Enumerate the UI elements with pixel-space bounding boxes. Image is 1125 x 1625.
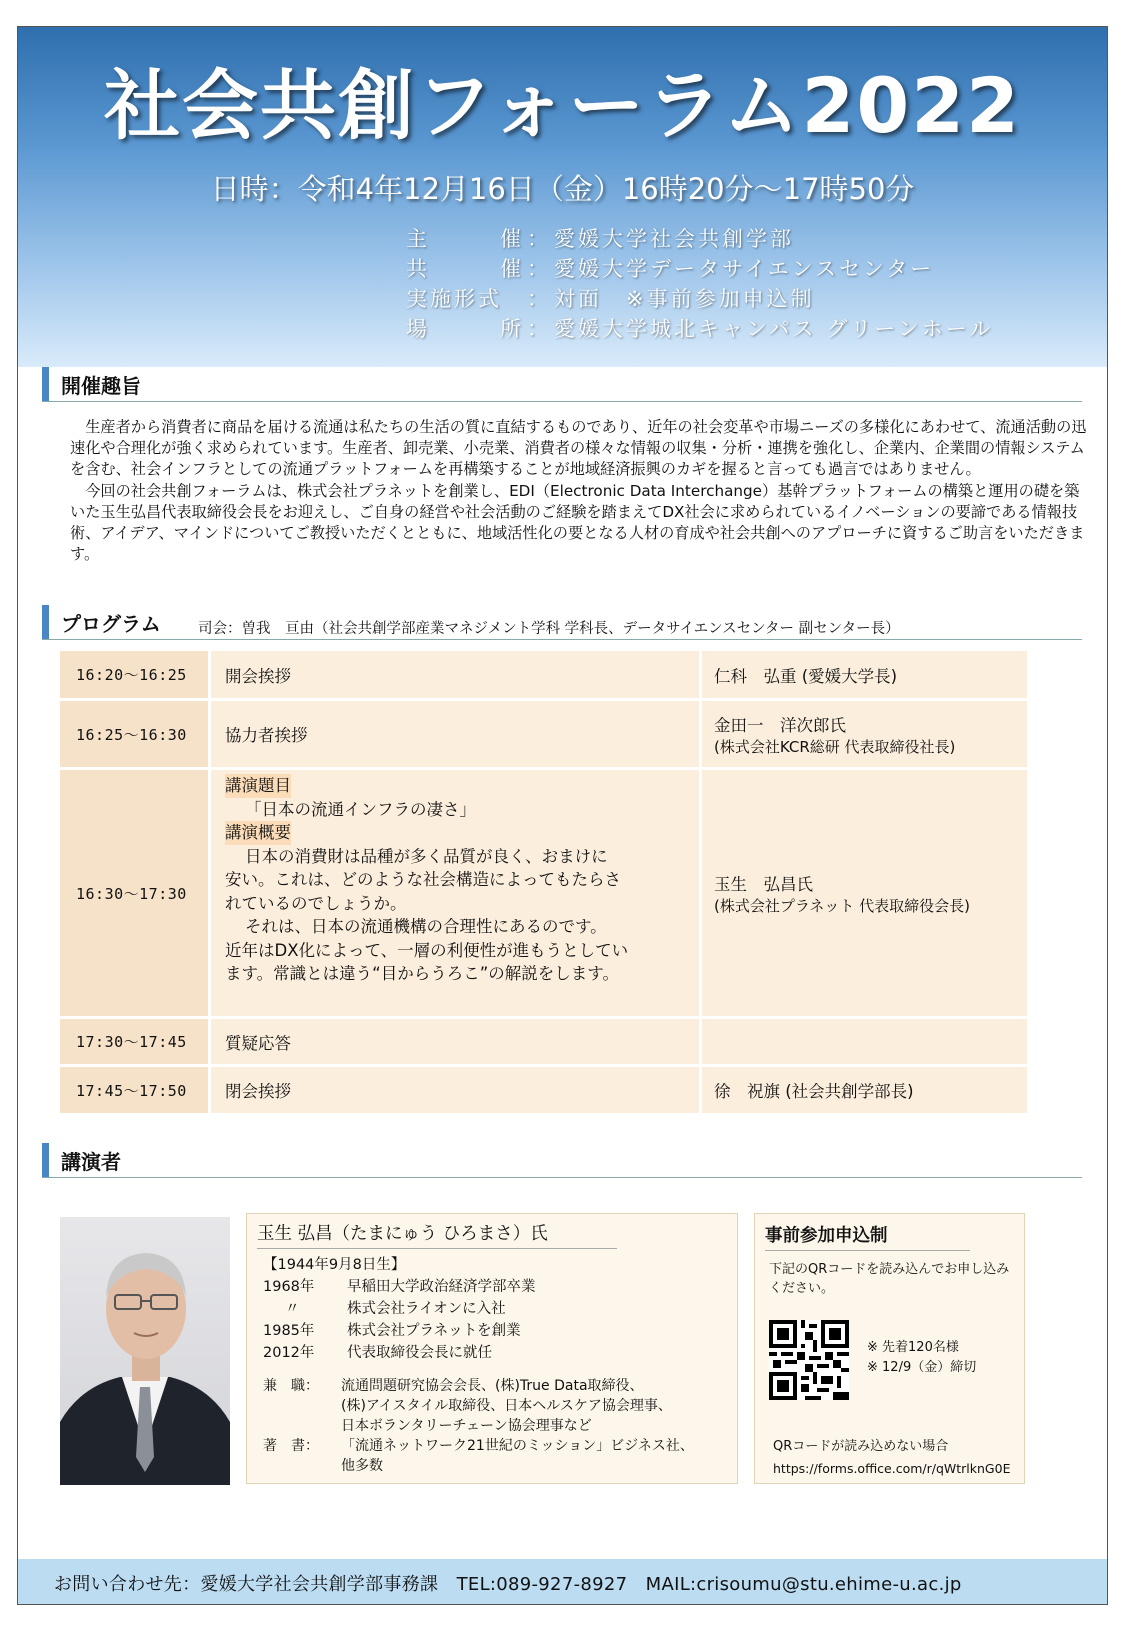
registration-card: [754, 1213, 1025, 1484]
talk-title: 「日本の流通インフラの凄さ」: [245, 799, 476, 819]
speaker-cell: 徐 祝旗 (社会共創学部長): [702, 1067, 1027, 1113]
org-value: 愛媛大学データサイエンスセンター: [554, 257, 935, 281]
registration-instructions: 下記のQRコードを読み込んでお申し込みください。: [769, 1262, 1010, 1296]
speaker-cell: 金田一 洋次郎氏 (株式会社KCR総研 代表取締役社長): [702, 701, 1027, 767]
org-value: 愛媛大学城北キャンパス グリーンホール: [554, 317, 994, 341]
footer-contact-bar: [18, 1559, 1107, 1604]
section-purpose-heading: 開催趣旨: [42, 367, 141, 401]
page-title: 社会共創フォーラム2022: [104, 61, 1021, 150]
org-value: 愛媛大学社会共創学部: [554, 227, 794, 251]
contact-info: お問い合わせ先：愛媛大学社会共創学部事務課 TEL:089-927-8927 MAIL:crisoumu@stu.ehime-u.ac.jp: [54, 1574, 962, 1595]
speaker-birth: 【1944年9月8日生】: [263, 1257, 406, 1273]
talk-summary-line: それは、日本の流通機構の合理性にあるのです。: [245, 917, 607, 936]
table-row: [60, 701, 1027, 767]
item-cell: 閉会挨拶: [211, 1067, 699, 1113]
speaker-bio-card: [246, 1213, 738, 1484]
org-key: 共 催: [406, 257, 524, 281]
qr-code-icon[interactable]: [769, 1320, 849, 1400]
org-row-format: 実施形式 ： 対面 ※事前参加申込制: [406, 283, 993, 313]
career-row: 2012年 代表取締役会長に就任: [263, 1345, 492, 1361]
talk-summary-label: 講演概要: [225, 821, 291, 845]
career-row: 1968年 早稲田大学政治経済学部卒業: [263, 1279, 536, 1295]
speaker-posts: 兼 職： 流通問題研究協会会長、(株)True Data取締役、 (株)アイスタイル取締役、日本ヘルスケア協会理事、 日本ボランタリーチェーン協会理事など 著 書： 「流通ネットワーク21世紀のミッション」ビジネス社、 他多数: [263, 1378, 694, 1474]
speaker-cell: 仁科 弘重 (愛媛大学長): [702, 651, 1027, 698]
divider: [765, 1250, 970, 1251]
org-row-venue: 場 所 ： 愛媛大学城北キャンパス グリーンホール: [406, 313, 993, 343]
talk-summary-line: 安い。これは、どのような社会構造によってもたらさ: [225, 870, 621, 889]
time-cell: 16:20～16:25: [60, 651, 208, 698]
org-key: 実施形式: [406, 287, 502, 311]
divider: [42, 639, 1082, 640]
talk-summary-line: れているのでしょうか。: [225, 893, 407, 913]
purpose-paragraph: 生産者から消費者に商品を届ける流通は私たちの生活の質に直結するものであり、近年の社会変革や市場ニーズの多様化にあわせて、流通活動の迅速化や合理化が強く求められています。生産者、卸売業、小売業、消費者の様々な情報の収集・分析・連携を強化し、企業内、企業間の情報システムを含む、社会インフラとしての流通プラットフォームを再構築することが地域経済振興のカギを握ると言っても過言ではありません。: [70, 418, 1087, 479]
divider: [42, 1177, 1082, 1178]
purpose-paragraph: 今回の社会共創フォーラムは、株式会社プラネットを創業し、EDI（Electronic Data Interchange）基幹プラットフォームの構築と運用の礎を築いた玉生弘昌代表取締役会長をお迎えし、ご自身の経営や社会活動のご経験を踏まえてDX社会に求められているイノベーションの要諦である情報技術、アイデア、マインドについてご教授いただくとともに、地域活性化の要となる人材の育成や社会共創へのアプローチに資するご助言をいただきます。: [70, 481, 1085, 564]
table-row: [60, 770, 1027, 1016]
org-row-cohost: 共 催 ： 愛媛大学データサイエンスセンター: [406, 253, 993, 283]
time-cell: 17:30～17:45: [60, 1019, 208, 1064]
registration-fallback: QRコードが読み込めない場合 https://forms.office.com/r/qWtrlknG0E: [773, 1436, 1010, 1480]
item-cell: 協力者挨拶: [211, 701, 699, 767]
organizer-info: [406, 223, 993, 343]
item-cell: 開会挨拶: [211, 651, 699, 698]
time-cell: 16:30～17:30: [60, 770, 208, 1016]
section-program-heading: プログラム: [42, 605, 161, 639]
talk-summary-line: 日本の消費財は品種が多く品質が良く、おまけに: [245, 846, 608, 866]
event-datetime: 日時：令和4年12月16日（金）16時20分～17時50分: [210, 172, 915, 206]
registration-notes: ※ 先着120名様 ※ 12/9（金）締切: [867, 1340, 977, 1375]
table-row: [60, 1067, 1027, 1113]
section-marker-icon: [42, 605, 49, 639]
divider: [42, 401, 1082, 402]
section-speaker-heading: 講演者: [42, 1143, 121, 1177]
org-row-host: 主 催 ： 愛媛大学社会共創学部: [406, 223, 993, 253]
time-cell: 16:25～16:30: [60, 701, 208, 767]
talk-summary-line: ます。常識とは違う“目からうろこ”の解説をします。: [225, 964, 619, 983]
speaker-cell: [702, 1019, 1027, 1064]
org-value: 対面 ※事前参加申込制: [554, 287, 815, 311]
program-mc: 司会：曽我 亘由（社会共創学部産業マネジメント学科 学科長、データサイエンスセンター 副センター長）: [198, 621, 900, 637]
speaker-career: [263, 1254, 694, 1476]
career-row: 1985年 株式会社プラネットを創業: [263, 1323, 521, 1339]
talk-cell: [211, 770, 699, 1016]
table-row: [60, 1019, 1027, 1064]
career-row: 〃 株式会社ライオンに入社: [285, 1301, 506, 1317]
item-cell: 質疑応答: [211, 1019, 699, 1064]
registration-heading: 事前参加申込制: [765, 1226, 888, 1246]
header-banner: [18, 27, 1107, 367]
speaker-photo: [60, 1217, 230, 1485]
flyer: [17, 26, 1108, 1605]
registration-url-link[interactable]: https://forms.office.com/r/qWtrlknG0E: [773, 1461, 1011, 1476]
org-key: 場 所: [406, 317, 524, 341]
speaker-name: 玉生 弘昌（たまにゅう ひろまさ）氏: [257, 1224, 548, 1244]
section-marker-icon: [42, 367, 49, 401]
purpose-text: [70, 417, 1090, 565]
program-table: [60, 651, 1027, 1116]
divider: [257, 1248, 617, 1249]
time-cell: 17:45～17:50: [60, 1067, 208, 1113]
org-key: 主 催: [406, 227, 524, 251]
section-marker-icon: [42, 1143, 49, 1177]
talk-title-label: 講演題目: [225, 774, 291, 798]
talk-summary-line: 近年はDX化によって、一層の利便性が進もうとしてい: [225, 940, 629, 960]
table-row: [60, 651, 1027, 698]
speaker-cell: 玉生 弘昌氏 (株式会社プラネット 代表取締役会長): [702, 770, 1027, 1016]
